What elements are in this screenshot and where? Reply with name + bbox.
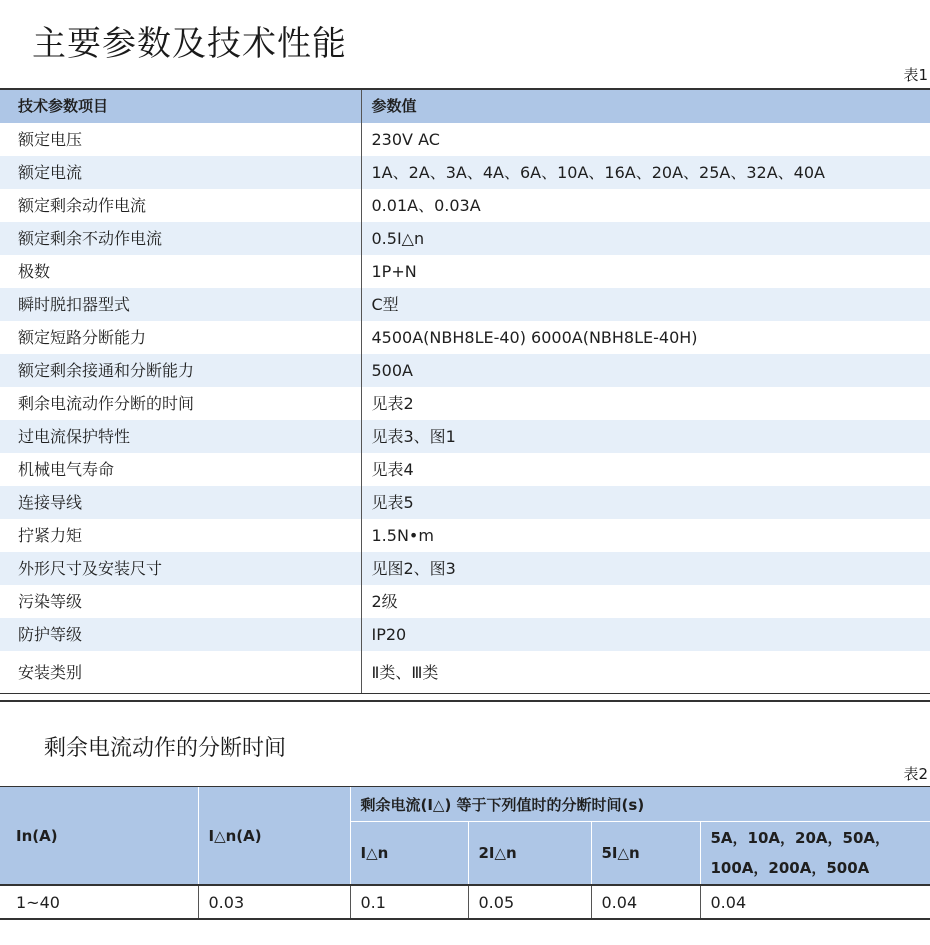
header-in: In(A) <box>0 787 198 885</box>
table2-bottom-rule <box>0 918 930 920</box>
header-breaking-time-group: 剩余电流(I△) 等于下列值时的分断时间(s) <box>350 787 930 822</box>
table-row <box>0 321 930 354</box>
row-value: 0.01A、0.03A <box>361 189 930 222</box>
row-value: 1A、2A、3A、4A、6A、10A、16A、20A、25A、32A、40A <box>361 156 930 189</box>
row-label: 额定电流 <box>0 156 361 189</box>
subheader-5idn: 5I△n <box>591 822 700 886</box>
table-row <box>0 354 930 387</box>
row-value: IP20 <box>361 618 930 651</box>
table2-tag: 表2 <box>903 765 928 783</box>
breaking-time-table <box>0 787 930 918</box>
row-label: 额定电压 <box>18 130 83 149</box>
table1-tag: 表1 <box>903 66 928 84</box>
row-value: 230V AC <box>361 123 930 156</box>
table-row <box>0 651 930 693</box>
subheader-idn: I△n <box>350 822 468 886</box>
row-value: Ⅱ类、Ⅲ类 <box>361 651 930 693</box>
row-label: 额定剩余动作电流 <box>18 196 147 215</box>
cell-time-fixed: 0.04 <box>700 885 930 918</box>
table-row <box>0 156 930 189</box>
table1-bottom-rule-thick <box>0 700 930 702</box>
subheader-fixed-currents <box>700 822 930 886</box>
table-row <box>0 486 930 519</box>
row-label: 过电流保护特性 <box>0 420 361 453</box>
cell-time-idn: 0.1 <box>350 885 468 918</box>
row-label: 极数 <box>18 262 51 281</box>
row-label: 污染等级 <box>18 592 83 611</box>
row-value: C型 <box>361 288 930 321</box>
table-row <box>0 189 930 222</box>
row-value: 2级 <box>361 585 930 618</box>
subheader-fixed-currents-line1: 5A，10A，20A，50A， <box>710 829 890 847</box>
table-row <box>0 885 930 918</box>
table-row <box>0 585 930 618</box>
table-row <box>0 222 930 255</box>
cell-idn: 0.03 <box>198 885 350 918</box>
row-label: 瞬时脱扣器型式 <box>0 288 361 321</box>
cell-time-2idn: 0.05 <box>468 885 591 918</box>
row-label: 剩余电流动作分断的时间 <box>18 394 195 413</box>
cell-time-5idn: 0.04 <box>591 885 700 918</box>
row-value: 见表2 <box>361 387 930 420</box>
row-value: 见表5 <box>361 486 930 519</box>
table-row <box>0 552 930 585</box>
technical-parameters-table <box>0 88 930 693</box>
header-parameter-item: 技术参数项目 <box>0 89 361 123</box>
row-label: 额定剩余不动作电流 <box>0 222 361 255</box>
row-value: 见表3、图1 <box>361 420 930 453</box>
page-title: 主要参数及技术性能 <box>32 24 347 64</box>
cell-in: 1~40 <box>0 885 198 918</box>
table-row <box>0 453 930 486</box>
subheader-2idn: 2I△n <box>468 822 591 886</box>
row-value: 500A <box>361 354 930 387</box>
table-row <box>0 519 930 552</box>
row-value: 1P+N <box>361 255 930 288</box>
header-idn: I△n(A) <box>198 787 350 885</box>
section-title: 剩余电流动作的分断时间 <box>44 736 287 761</box>
table-row <box>0 420 930 453</box>
row-value: 见表4 <box>361 453 930 486</box>
table1-header-row <box>0 89 930 123</box>
row-label: 拧紧力矩 <box>18 526 83 545</box>
table-row <box>0 123 930 156</box>
row-label: 防护等级 <box>0 618 361 651</box>
row-value: 见图2、图3 <box>361 552 930 585</box>
table1-bottom-rule <box>0 693 930 694</box>
row-value: 4500A(NBH8LE-40) 6000A(NBH8LE-40H) <box>361 321 930 354</box>
table2-header-row <box>0 787 930 822</box>
table-row <box>0 255 930 288</box>
subheader-fixed-currents-line2: 100A，200A，500A <box>710 859 870 877</box>
row-label: 连接导线 <box>0 486 361 519</box>
row-label: 额定剩余接通和分断能力 <box>0 354 361 387</box>
row-label: 机械电气寿命 <box>18 460 115 479</box>
row-value: 0.5I△n <box>361 222 930 255</box>
table-row <box>0 618 930 651</box>
row-label: 外形尺寸及安装尺寸 <box>0 552 361 585</box>
row-label: 安装类别 <box>18 662 83 682</box>
header-parameter-value: 参数值 <box>361 89 930 123</box>
table-row <box>0 288 930 321</box>
table-row <box>0 387 930 420</box>
row-value: 1.5N•m <box>361 519 930 552</box>
row-label: 额定短路分断能力 <box>18 328 147 347</box>
